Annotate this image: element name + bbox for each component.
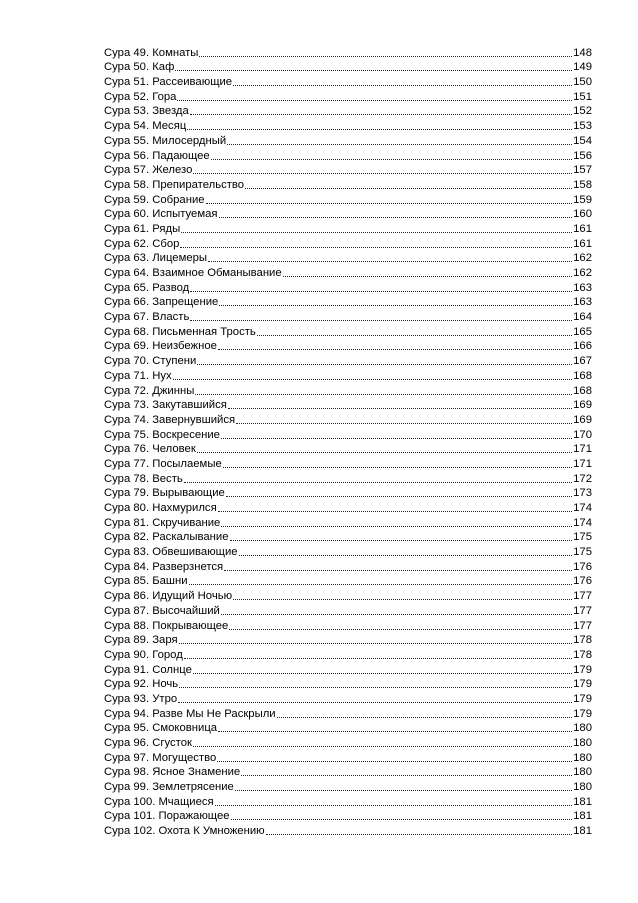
dot-leader	[229, 629, 572, 630]
toc-entry-page-number: 167	[573, 355, 592, 368]
toc-entry[interactable]	[104, 500, 592, 515]
toc-entry-page-number: 178	[573, 634, 592, 647]
dot-leader	[241, 775, 572, 776]
toc-entry-title: Сура 78. Весть	[104, 472, 183, 485]
toc-entry-title: Сура 49. Комнаты	[104, 46, 199, 59]
dot-leader	[218, 731, 572, 732]
toc-entry-page-number: 163	[573, 281, 592, 294]
dot-leader	[221, 526, 572, 527]
dot-leader	[219, 217, 573, 218]
dot-leader	[223, 467, 572, 468]
toc-entry-title: Сура 52. Гора	[104, 90, 177, 103]
toc-entry-page-number: 180	[573, 722, 592, 735]
dot-leader	[195, 394, 572, 395]
toc-entry[interactable]	[104, 353, 592, 368]
toc-entry-title: Сура 96. Сгусток	[104, 737, 192, 749]
dot-leader	[175, 70, 572, 71]
toc-entry[interactable]	[104, 442, 592, 457]
toc-entry-title: Сура 100. Мчащиеся	[104, 795, 214, 808]
toc-entry-page-number: 170	[573, 428, 592, 441]
toc-entry-title: Сура 90. Город	[104, 648, 183, 661]
dot-leader	[187, 129, 572, 130]
toc-entry-page-number: 175	[573, 531, 592, 544]
dot-leader	[218, 511, 572, 512]
toc-entry-title: Сура 68. Письменная Трость	[104, 325, 256, 338]
toc-entry-page-number: 169	[573, 413, 592, 426]
toc-entry-title: Сура 67. Власть	[104, 311, 190, 324]
toc-entry[interactable]	[104, 192, 592, 207]
toc-entry-title: Сура 84. Разверзнется	[104, 560, 224, 573]
dot-leader	[184, 658, 572, 659]
toc-entry-page-number: 149	[573, 61, 592, 74]
toc-entry-page-number: 177	[573, 604, 592, 617]
dot-leader	[233, 85, 572, 86]
toc-entry[interactable]	[104, 177, 592, 192]
toc-entry-title: Сура 79. Вырывающие	[104, 487, 225, 500]
toc-entry-page-number: 181	[573, 795, 592, 808]
toc-entry[interactable]	[104, 104, 592, 119]
toc-entry-title: Сура 92. Ночь	[104, 678, 179, 691]
toc-entry-page-number: 179	[573, 692, 592, 705]
toc-entry[interactable]	[104, 427, 592, 442]
toc-entry[interactable]	[104, 295, 592, 310]
dot-leader	[179, 643, 573, 644]
dot-leader	[221, 614, 572, 615]
dot-leader	[197, 364, 572, 365]
dot-leader	[226, 496, 572, 497]
toc-entry[interactable]	[104, 207, 592, 222]
toc-entry[interactable]	[104, 339, 592, 354]
dot-leader	[177, 100, 572, 101]
dot-leader	[228, 408, 572, 409]
toc-entry[interactable]	[104, 74, 592, 89]
toc-entry-title: Сура 57. Железо	[104, 164, 193, 177]
dot-leader	[277, 717, 573, 718]
dot-leader	[239, 555, 573, 556]
toc-entry-page-number: 176	[573, 575, 592, 588]
toc-entry-page-number: 152	[573, 105, 592, 118]
toc-entry-page-number: 169	[573, 399, 592, 412]
toc-entry[interactable]	[104, 765, 592, 780]
toc-entry[interactable]	[104, 324, 592, 339]
toc-entry-page-number: 181	[573, 825, 592, 838]
toc-entry[interactable]	[104, 265, 592, 280]
toc-entry-page-number: 156	[573, 149, 592, 162]
toc-entry-title: Сура 62. Сбор	[104, 237, 180, 250]
dot-leader	[230, 540, 573, 541]
toc-entry[interactable]	[104, 603, 592, 618]
dot-leader	[235, 790, 572, 791]
toc-entry-title: Сура 80. Нахмурился	[104, 502, 217, 514]
dot-leader	[219, 305, 572, 306]
toc-entry[interactable]	[104, 544, 592, 559]
toc-entry[interactable]	[104, 471, 592, 486]
toc-entry-title: Сура 50. Каф	[104, 61, 175, 74]
toc-entry-page-number: 161	[573, 222, 592, 235]
toc-entry-page-number: 174	[573, 516, 592, 529]
dot-leader	[231, 819, 573, 820]
toc-entry[interactable]	[104, 118, 592, 133]
toc-entry-title: Сура 56. Падающее	[104, 149, 210, 162]
toc-entry-page-number: 180	[573, 751, 592, 764]
toc-entry[interactable]	[104, 45, 592, 60]
dot-leader	[224, 570, 572, 571]
toc-entry-page-number: 157	[573, 164, 592, 177]
toc-entry[interactable]	[104, 618, 592, 633]
toc-entry-page-number: 162	[573, 267, 592, 279]
toc-entry-page-number: 163	[573, 296, 592, 309]
dot-leader	[221, 438, 572, 439]
toc-entry-title: Сура 66. Запрещение	[104, 296, 219, 309]
toc-entry-page-number: 171	[573, 457, 592, 470]
dot-leader	[199, 56, 572, 57]
toc-entry-title: Сура 77. Посылаемые	[104, 457, 222, 470]
toc-entry[interactable]	[104, 823, 592, 838]
toc-entry[interactable]	[104, 456, 592, 471]
toc-entry-page-number: 153	[573, 120, 592, 133]
toc-entry-title: Сура 87. Высочайший	[104, 604, 220, 617]
toc-entry-page-number: 173	[573, 487, 592, 500]
toc-entry-page-number: 176	[573, 560, 592, 573]
toc-entry-page-number: 180	[573, 781, 592, 794]
toc-entry[interactable]	[104, 368, 592, 383]
toc-entry-title: Сура 102. Охота К Умножению	[104, 825, 265, 838]
toc-entry-page-number: 160	[573, 208, 592, 221]
toc-entry-page-number: 168	[573, 369, 592, 382]
toc-entry-page-number: 166	[573, 340, 592, 353]
toc-entry-title: Сура 76. Человек	[104, 443, 196, 456]
dot-leader	[245, 188, 572, 189]
toc-entry-page-number: 159	[573, 193, 592, 206]
toc-entry-title: Сура 89. Заря	[104, 634, 178, 647]
toc-entry-page-number: 178	[573, 648, 592, 661]
toc-entry[interactable]	[104, 133, 592, 148]
toc-entry-title: Сура 95. Смоковница	[104, 722, 218, 735]
toc-entry-page-number: 151	[573, 90, 592, 103]
toc-entry[interactable]	[104, 236, 592, 251]
toc-entry-page-number: 165	[573, 325, 592, 338]
dot-leader	[217, 761, 572, 762]
toc-entry-page-number: 154	[573, 134, 592, 147]
dot-leader	[211, 159, 572, 160]
toc-entry-title: Сура 63. Лицемеры	[104, 252, 208, 265]
toc-entry-page-number: 150	[573, 76, 592, 89]
toc-entry-page-number: 177	[573, 590, 592, 603]
toc-entry-page-number: 175	[573, 546, 592, 559]
toc-entry-page-number: 148	[573, 46, 592, 59]
toc-entry-title: Сура 81. Скручивание	[104, 516, 221, 529]
dot-leader	[233, 599, 572, 600]
toc-entry-title: Сура 75. Воскресение	[104, 428, 220, 441]
toc-entry-title: Сура 73. Закутавшийся	[104, 399, 227, 412]
toc-entry-title: Сура 51. Рассеивающие	[104, 76, 233, 89]
toc-entry-page-number: 180	[573, 766, 592, 779]
toc-entry[interactable]	[104, 515, 592, 530]
toc-entry-title: Сура 54. Месяц	[104, 120, 187, 133]
toc-entry[interactable]	[104, 412, 592, 427]
dot-leader	[184, 482, 572, 483]
toc-entry[interactable]	[104, 794, 592, 809]
dot-leader	[227, 144, 572, 145]
toc-entry-page-number: 172	[573, 472, 592, 485]
toc-entry-title: Сура 69. Неизбежное	[104, 340, 217, 353]
toc-entry[interactable]	[104, 588, 592, 603]
toc-entry-title: Сура 74. Завернувшийся	[104, 413, 236, 426]
dot-leader	[190, 114, 572, 115]
toc-entry[interactable]	[104, 398, 592, 413]
toc-entry-title: Сура 60. Испытуемая	[104, 208, 218, 221]
dot-leader	[173, 379, 572, 380]
toc-entry-title: Сура 82. Раскалывание	[104, 531, 229, 544]
toc-entry[interactable]	[104, 280, 592, 295]
toc-entry[interactable]	[104, 677, 592, 692]
toc-entry[interactable]	[104, 60, 592, 75]
dot-leader	[189, 584, 573, 585]
dot-leader	[193, 673, 572, 674]
toc-entry-page-number: 181	[573, 810, 592, 823]
toc-entry-page-number: 179	[573, 678, 592, 691]
toc-entry-title: Сура 93. Утро	[104, 692, 178, 705]
toc-entry-title: Сура 55. Милосердный	[104, 134, 227, 147]
toc-entry-title: Сура 61. Ряды	[104, 222, 181, 235]
toc-entry-title: Сура 91. Солнце	[104, 663, 192, 676]
toc-entry-page-number: 171	[573, 443, 592, 456]
toc-entry-page-number: 161	[573, 237, 592, 250]
dot-leader	[206, 203, 573, 204]
dot-leader	[283, 276, 572, 277]
toc-entry-page-number: 179	[573, 663, 592, 676]
dot-leader	[179, 687, 572, 688]
dot-leader	[266, 834, 573, 835]
toc-entry-page-number: 162	[573, 252, 592, 265]
toc-entry-title: Сура 64. Взаимное Обманывание	[104, 267, 282, 279]
toc-entry[interactable]	[104, 721, 592, 736]
toc-entry-title: Сура 88. Покрывающее	[104, 619, 229, 632]
dot-leader	[178, 702, 572, 703]
toc-entry[interactable]	[104, 574, 592, 589]
toc-entry-title: Сура 85. Башни	[104, 575, 188, 588]
toc-entry[interactable]	[104, 486, 592, 501]
toc-entry[interactable]	[104, 691, 592, 706]
toc-entry-title: Сура 83. Обвешивающие	[104, 546, 238, 559]
toc-entry[interactable]	[104, 809, 592, 824]
toc-entry-title: Сура 94. Разве Мы Не Раскрыли	[104, 707, 276, 720]
toc-entry-page-number: 179	[573, 707, 592, 720]
toc-entry-title: Сура 86. Идущий Ночью	[104, 590, 233, 603]
toc-entry[interactable]	[104, 559, 592, 574]
toc-entry[interactable]	[104, 633, 592, 648]
dot-leader	[193, 746, 572, 747]
dot-leader	[218, 349, 572, 350]
dot-leader	[215, 805, 573, 806]
toc-entry-page-number: 177	[573, 619, 592, 632]
toc-entry-title: Сура 99. Землетрясение	[104, 781, 234, 794]
toc-entry-page-number: 180	[573, 737, 592, 749]
toc-entry-page-number: 174	[573, 502, 592, 514]
toc-entry[interactable]	[104, 148, 592, 163]
dot-leader	[193, 173, 572, 174]
dot-leader	[236, 423, 572, 424]
toc-entry[interactable]	[104, 750, 592, 765]
toc-entry[interactable]	[104, 89, 592, 104]
toc-entry[interactable]	[104, 706, 592, 721]
toc-entry-title: Сура 58. Препирательство	[104, 178, 245, 191]
toc-entry-title: Сура 101. Поражающее	[104, 810, 230, 823]
toc-entry-title: Сура 53. Звезда	[104, 105, 189, 118]
toc-entry[interactable]	[104, 309, 592, 324]
toc-entry[interactable]	[104, 383, 592, 398]
toc-entry-title: Сура 72. Джинны	[104, 384, 195, 397]
toc-entry-page-number: 168	[573, 384, 592, 397]
dot-leader	[257, 335, 572, 336]
toc-entry[interactable]	[104, 163, 592, 178]
toc-entry-title: Сура 65. Развод	[104, 281, 190, 294]
dot-leader	[181, 232, 572, 233]
toc-entry-title: Сура 97. Могущество	[104, 751, 217, 764]
toc-entry[interactable]	[104, 647, 592, 662]
toc-entry[interactable]	[104, 779, 592, 794]
dot-leader	[180, 247, 572, 248]
toc-entry[interactable]	[104, 735, 592, 750]
toc-entry-page-number: 158	[573, 178, 592, 191]
toc-entry[interactable]	[104, 662, 592, 677]
toc-entry-title: Сура 98. Ясное Знамение	[104, 766, 241, 779]
table-of-contents	[104, 45, 592, 838]
toc-entry[interactable]	[104, 530, 592, 545]
toc-entry[interactable]	[104, 221, 592, 236]
dot-leader	[190, 320, 572, 321]
dot-leader	[190, 291, 572, 292]
toc-entry-title: Сура 70. Ступени	[104, 355, 197, 368]
toc-entry-page-number: 164	[573, 311, 592, 324]
dot-leader	[208, 261, 572, 262]
toc-entry-title: Сура 71. Нух	[104, 369, 172, 382]
dot-leader	[197, 452, 572, 453]
toc-entry-title: Сура 59. Собрание	[104, 193, 205, 206]
toc-entry[interactable]	[104, 251, 592, 266]
